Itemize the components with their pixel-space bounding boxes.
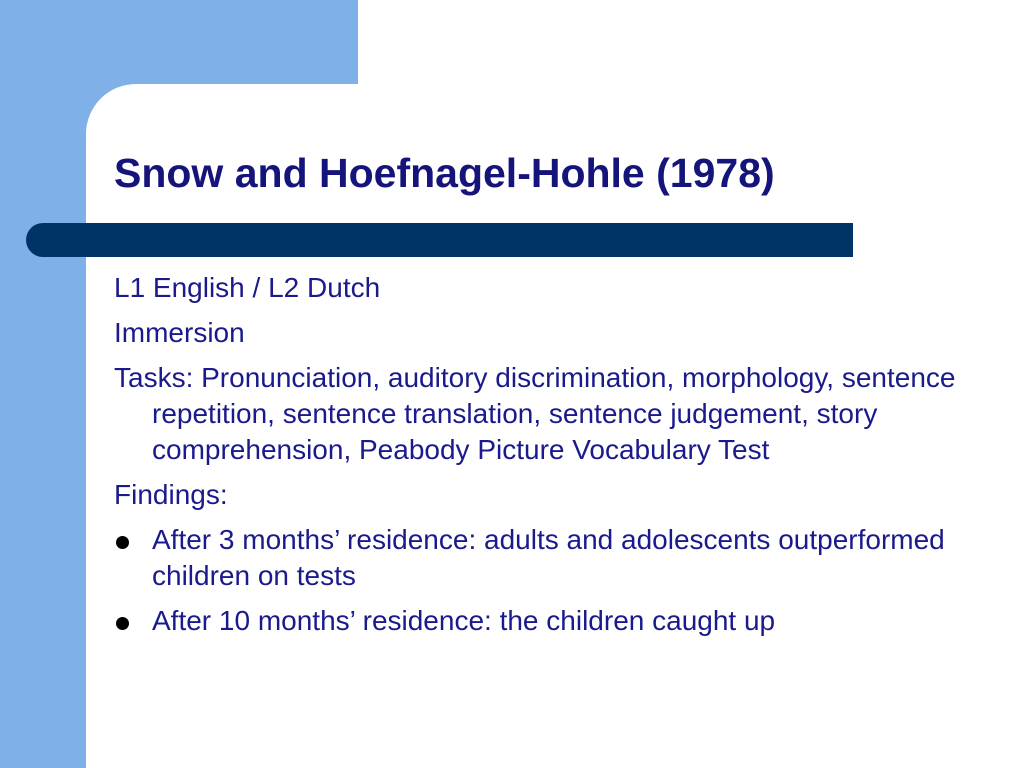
- body-line-immersion: Immersion: [114, 317, 245, 348]
- bullet-text: After 10 months’ residence: the children caught up: [152, 605, 776, 636]
- bullet-item: [114, 603, 994, 639]
- slide-body: [114, 270, 994, 648]
- title-underline-bar: [26, 223, 853, 257]
- body-line-languages: L1 English / L2 Dutch: [114, 272, 381, 303]
- bullet-dot-icon: [116, 617, 129, 630]
- bullet-item: [114, 522, 994, 594]
- bullet-dot-icon: [116, 536, 129, 549]
- slide-title: Snow and Hoefnagel-Hohle (1978): [114, 150, 775, 196]
- bullet-text: After 3 months’ residence: adults and adolescents outperformed children on tests: [152, 524, 945, 591]
- body-line-tasks: Tasks: Pronunciation, auditory discrimination, morphology, sentence repetition, sentence translation, sentence judgement, story comprehension, Peabody Picture Vocabulary Test: [114, 362, 956, 465]
- body-line-findings: Findings:: [114, 479, 228, 510]
